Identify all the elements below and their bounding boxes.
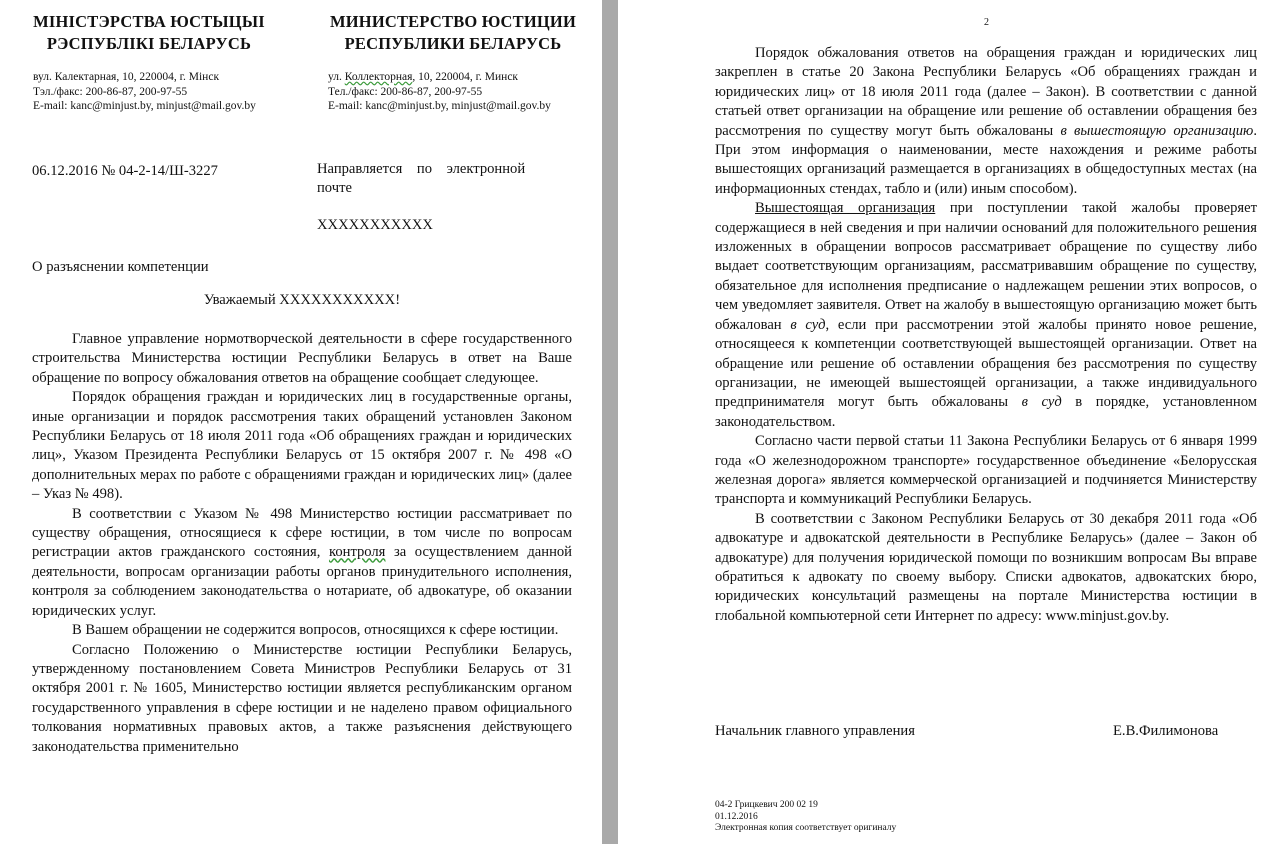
header-left-contacts <box>33 70 293 114</box>
p2-2-part1: при поступлении такой жалобы проверяет содержащиеся в ней сведения и при наличии оснований для положительного решения изложенных в обращении вопросов рассматривает обращение по существу либо выдает соответствующим организациям, рассматривавшим обращение по существу, обязательное для исполнения предписание о надлежащем решении этих вопросов, о чем уведомляет заявителя. Ответ на жалобу в вышестоящую организацию может быть обжалован <box>715 200 1257 333</box>
recipient: ХХХХХХХХХХХ <box>317 217 433 233</box>
page1-body <box>32 330 572 757</box>
p2-2-part3: в порядке, установленном законодательством. <box>715 394 1257 430</box>
header-left-address: вул. Калектарная, 10, 220004, г. Мінск <box>33 71 220 83</box>
p2-1-part2: . При этом информация о наименовании, месте нахождения и режиме работы вышестоящих организаций размещается в организациях в общедоступных местах (на информационных стендах, табло и (или) иным способом). <box>715 122 1257 197</box>
footer <box>715 800 896 835</box>
delivery-line1: Направляется по электронной <box>317 161 526 177</box>
p3-marked-word: контроля <box>328 544 386 561</box>
footer-note: Электронная копия соответствует оригиналу <box>715 823 897 833</box>
registration-number: 06.12.2016 № 04-2-14/Ш-3227 <box>32 163 218 179</box>
p2-2-italic1: в суд <box>790 316 826 333</box>
page2-body <box>715 44 1257 626</box>
delivery-method <box>317 160 567 199</box>
header-right-address: ул. Коллекторная, 10, 220004, г. Минск <box>328 71 519 83</box>
header-right-contacts <box>328 70 598 114</box>
page2-paragraph-1 <box>715 44 1257 199</box>
salutation: Уважаемый ХХХХХХХХХХХ! <box>203 292 401 308</box>
header-right-line1: МИНИСТЕРСТВО ЮСТИЦИИ <box>329 12 576 31</box>
document-page-2 <box>618 0 1280 844</box>
footer-executor: 04-2 Грицкевич 200 02 19 <box>715 800 818 810</box>
header-left-title <box>20 11 278 55</box>
page1-paragraph-3 <box>32 505 572 621</box>
page-number-text: 2 <box>984 17 989 28</box>
signature-title: Начальник главного управления <box>715 723 915 739</box>
page1-paragraph-5: Согласно Положению о Министерстве юстиции Республики Беларусь, утвержденному постановлением Совета Министров Республики Беларусь от 31 октября 2001 г. № 1605, Министерство юстиции является республиканским органом государственного управления в сфере юстиции и не наделено правом официального толкования нормативных правовых актов, а также разъяснения действующего законодательства применительно <box>32 641 572 755</box>
header-right-email: E-mail: kanc@minjust.by, minjust@mail.gov.by <box>328 100 551 112</box>
p2-1-part1: Порядок обжалования ответов на обращения граждан и юридических лиц закреплен в статье 20 Закона Республики Беларусь «Об обращениях граждан и юридических лиц» от 18 июля 2011 года (далее – Закон). В соответствии с данной статьей ответ организации на обращение или решение об оставлении обращения без рассмотрения по существу могут быть обжалованы <box>715 45 1257 139</box>
p2-2-underlined: Вышестоящая организация <box>755 200 936 217</box>
header-left-phone: Тэл./факс: 200-86-87, 200-97-55 <box>33 85 188 98</box>
header-right-title <box>318 11 588 55</box>
header-right-phone: Тел./факс: 200-86-87, 200-97-55 <box>328 85 483 98</box>
header-left-line2: РЭСПУБЛІКІ БЕЛАРУСЬ <box>46 34 252 53</box>
page1-paragraph-4: В Вашем обращении не содержится вопросов, относящихся к сфере юстиции. <box>72 622 559 639</box>
p2-2-part2: , если при рассмотрении этой жалобы принято новое решение, относящееся к компетенции соответствующей вышестоящей организации. Ответ на обращение или решение об оставлении обращения без рассмотрения по существу организации, не имеющей вышестоящей организации, а также индивидуального предпринимателя могут быть обжалованы <box>715 316 1257 411</box>
header-left-line1: МІНІСТЭРСТВА ЮСТЫЦЫІ <box>33 12 265 31</box>
letter-subject: О разъяснении компетенции <box>32 259 209 275</box>
p2-1-italic: в вышестоящую организацию <box>1060 122 1254 139</box>
delivery-line2: почте <box>317 180 352 197</box>
p3-part2: за осуществлением данной деятельности, вопросам организации работы органов принудительного исполнения, контроля за соблюдением законодательства о нотариате, об адвокатуре, об оказании юридических услуг. <box>32 544 572 619</box>
page1-paragraph-2: Порядок обращения граждан и юридических лиц в государственные органы, иные организации и порядок рассмотрения таких обращений установлен Законом Республики Беларусь от 18 июля 2011 года «Об обращениях граждан и юридических лиц», Указом Президента Республики Беларусь от 15 октября 2007 г. № 498 «О дополнительных мерах по работе с обращениями граждан и юридических лиц» (далее – Указ № 498). <box>32 389 572 503</box>
header-right-street: Коллекторная <box>344 71 413 83</box>
p2-2-italic2: в суд <box>1021 394 1062 411</box>
document-page-1 <box>0 0 602 844</box>
page2-paragraph-3: Согласно части первой статьи 11 Закона Республики Беларусь от 6 января 1999 года «О железнодорожном транспорте» государственное объединение «Белорусская железная дорога» является коммерческой организацией и подчиняется Министерству транспорта и коммуникаций Республики Беларусь. <box>715 433 1257 508</box>
footer-date: 01.12.2016 <box>715 811 758 822</box>
page1-paragraph-1: Главное управление нормотворческой деятельности в сфере государственного строительства Министерства юстиции Республики Беларусь в ответ на Ваше обращение по вопросу обжалования ответов на обращение сообщает следующее. <box>32 331 572 386</box>
header-left-email: E-mail: kanc@minjust.by, minjust@mail.gov.by <box>33 100 256 112</box>
page-gutter <box>602 0 618 844</box>
page2-paragraph-2 <box>715 199 1257 432</box>
header-right-line2: РЕСПУБЛИКИ БЕЛАРУСЬ <box>344 34 562 53</box>
page2-paragraph-4: В соответствии с Законом Республики Беларусь от 30 декабря 2011 года «Об адвокатуре и адвокатской деятельности в Республике Беларусь» (далее – Закон об адвокатуре) для получения юридической помощи по возникшим вопросам Вы вправе обратиться к адвокату по своему выбору. Списки адвокатов, адвокатских бюро, юридических консультаций размещены на портале Министерства юстиции в глобальной компьютерной сети Интернет по адресу: www.minjust.gov.by. <box>715 510 1257 624</box>
p3-part1: В соответствии с Указом № 498 Министерство юстиции рассматривает по существу обращения, относящиеся к сфере юстиции, в том числе по вопросам регистрации актов гражданского состояния, <box>32 505 572 561</box>
signature-name: Е.В.Филимонова <box>1113 723 1219 739</box>
